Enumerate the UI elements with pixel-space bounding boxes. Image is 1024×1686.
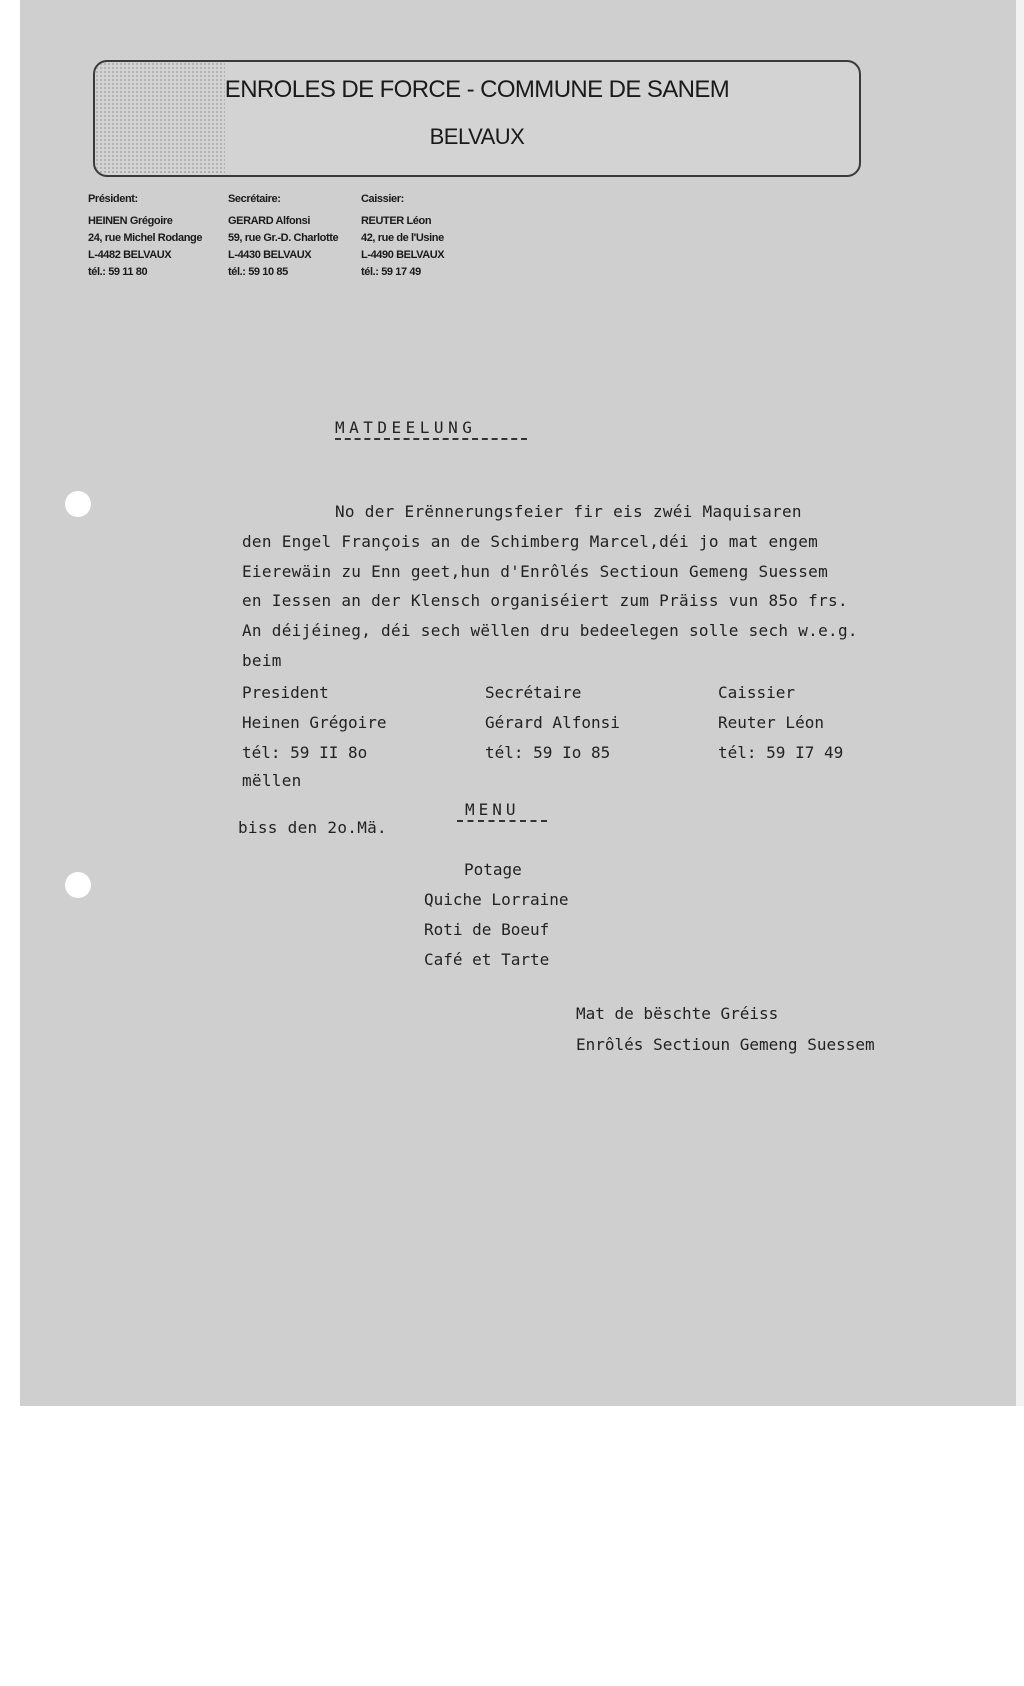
organisation-place: BELVAUX (429, 124, 525, 149)
officer-street: 24, rue Michel Rodange (88, 232, 203, 244)
punch-hole (65, 491, 91, 517)
menu-item: Café et Tarte (424, 950, 550, 969)
letter-line: mëllen (242, 771, 302, 790)
contact-name: Gérard Alfonsi (485, 713, 620, 732)
officer-phone: tél.: 59 11 80 (88, 266, 148, 278)
officer-name: HEINEN Grégoire (88, 215, 173, 227)
letter-line: den Engel François an de Schimberg Marcel,déi jo mat engem (242, 532, 819, 551)
contact-secretary (485, 678, 620, 768)
menu-list (424, 855, 569, 975)
sheet-edge (1016, 0, 1024, 1406)
contact-president (242, 678, 387, 768)
menu-heading: MENU (465, 800, 520, 819)
deadline-text: biss den 2o.Mä. (238, 818, 387, 837)
contact-phone: tél: 59 Io 85 (485, 743, 611, 762)
menu-item: Quiche Lorraine (424, 890, 569, 909)
organisation-title: ENROLES DE FORCE - COMMUNE DE SANEM (224, 76, 730, 103)
signoff-block (576, 998, 875, 1060)
contact-role: Caissier (718, 683, 796, 702)
officer-phone: tél.: 59 10 85 (228, 266, 288, 278)
contact-role: President (242, 683, 329, 702)
officer-role: Président: (88, 193, 138, 205)
officer-role: Secrétaire: (228, 193, 281, 205)
officer-city: L-4490 BELVAUX (361, 249, 445, 261)
menu-item: Roti de Boeuf (424, 920, 550, 939)
contact-phone: tél: 59 II 8o (242, 743, 368, 762)
punch-hole (65, 872, 91, 898)
menu-item: Potage (464, 860, 522, 879)
officer-street: 42, rue de l'Usine (361, 232, 444, 244)
letter-heading-underline (335, 438, 527, 440)
officer-role: Caissier: (361, 193, 404, 205)
officer-name: REUTER Léon (361, 215, 432, 227)
officer-secretary (228, 191, 338, 281)
contact-role: Secrétaire (485, 683, 582, 702)
officer-name: GERARD Alfonsi (228, 215, 310, 227)
letter-line: No der Erënnerungsfeier fir eis zwéi Maquisaren (335, 502, 802, 521)
officer-city: L-4482 BELVAUX (88, 249, 172, 261)
menu-heading-underline (457, 820, 547, 822)
contact-phone: tél: 59 I7 49 (718, 743, 844, 762)
officer-phone: tél.: 59 17 49 (361, 266, 421, 278)
letter-line: en Iessen an der Klensch organiséiert zum Präiss vun 85o frs. (242, 591, 848, 610)
officer-treasurer (361, 191, 444, 281)
letter-heading: MATDEELUNG (335, 418, 477, 437)
letterhead-box (93, 60, 861, 177)
contact-name: Heinen Grégoire (242, 713, 387, 732)
officer-city: L-4430 BELVAUX (228, 249, 312, 261)
contact-name: Reuter Léon (718, 713, 824, 732)
signature-line: Enrôlés Sectioun Gemeng Suessem (576, 1035, 875, 1054)
letter-line: Eierewäin zu Enn geet,hun d'Enrôlés Sectioun Gemeng Suessem (242, 562, 829, 581)
contact-treasurer (718, 678, 843, 768)
officer-president (88, 191, 202, 281)
letter-line: An déijéineg, déi sech wëllen dru bedeelegen solle sech w.e.g. (242, 621, 858, 640)
letter-line: beim (242, 651, 282, 670)
closing-line: Mat de bëschte Gréiss (576, 1004, 779, 1023)
officer-street: 59, rue Gr.-D. Charlotte (228, 232, 339, 244)
